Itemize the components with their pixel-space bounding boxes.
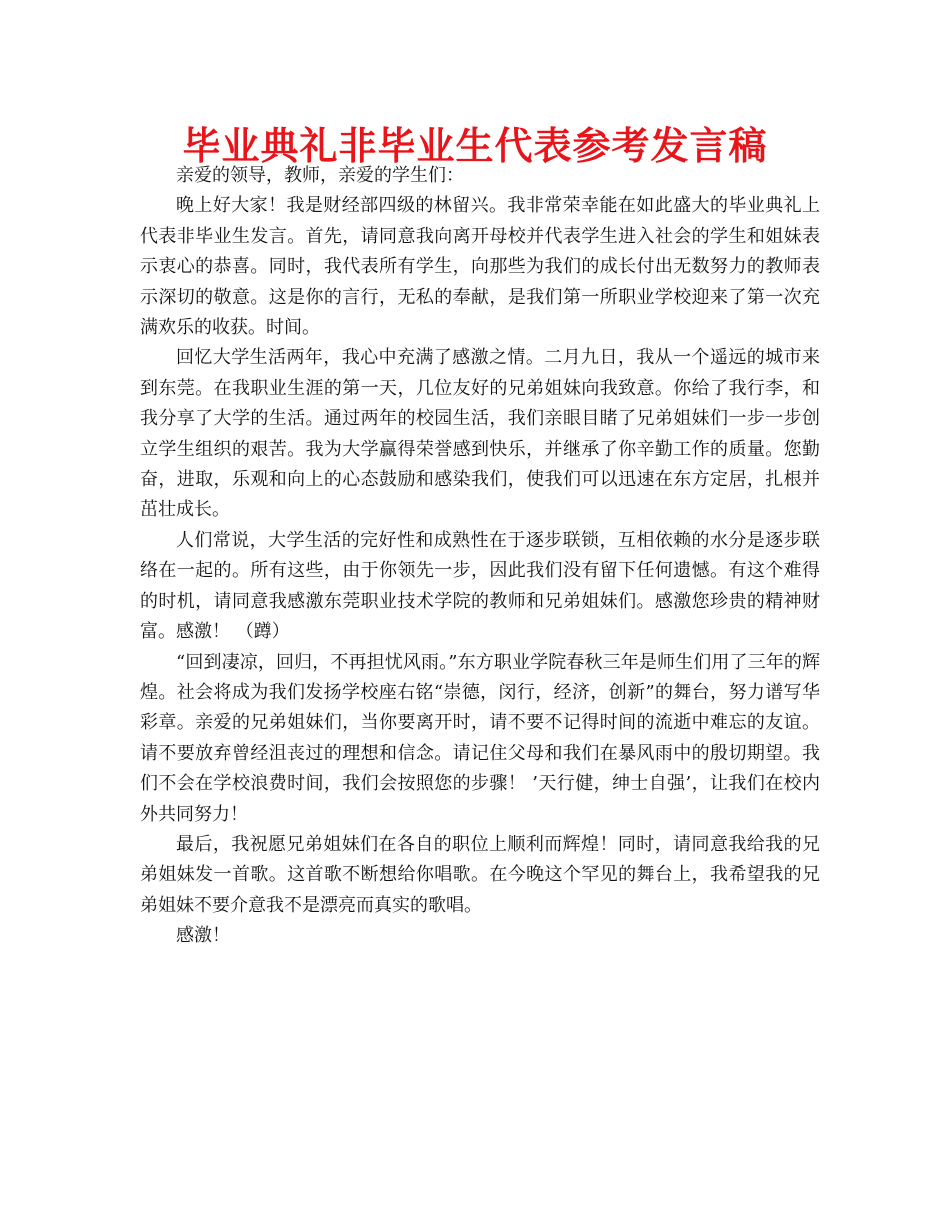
- body-paragraph: 晚上好大家！我是财经部四级的林留兴。我非常荣幸能在如此盛大的毕业典礼上代表非毕业生发言。首先，请同意我向离开母校并代表学生进入社会的学生和姐妹表示衷心的恭喜。同时，我代表所有学生，向那些为我们的成长付出无数努力的教师表示深切的敬意。这是你的言行，无私的奉献，是我们第一所职业学校迎来了第一次充满欢乐的收获。时间。: [140, 195, 820, 339]
- body-paragraph: 人们常说，大学生活的完好性和成熟性在于逐步联锁，互相依赖的水分是逐步联络在一起的。所有这些，由于你领先一步，因此我们没有留下任何遗憾。有这个难得的时机，请同意我感激东莞职业技术学院的教师和兄弟姐妹们。感激您珍贵的精神财富。感激！ （蹲）: [140, 529, 820, 643]
- salutation-paragraph: 亲爱的领导，教师，亲爱的学生们：: [176, 165, 464, 186]
- closing-paragraph: 感激！: [176, 925, 230, 947]
- body-paragraph: 回忆大学生活两年，我心中充满了感激之情。二月九日，我从一个遥远的城市来到东莞。在我职业生涯的第一天，几位友好的兄弟姐妹向我致意。你给了我行李，和我分享了大学的生活。通过两年的校园生活，我们亲眼目睹了兄弟姐妹们一步一步创立学生组织的艰苦。我为大学赢得荣誉感到快乐，并继承了你辛勤工作的质量。您勤奋，进取，乐观和向上的心态鼓励和感染我们，使我们可以迅速在东方定居，扎根并茁壮成长。: [140, 347, 820, 521]
- body-paragraph: “回到凄凉，回归，不再担忧风雨。”东方职业学院春秋三年是师生们用了三年的辉煌。社会将成为我们发扬学校座右铭“崇德，闵行，经济，创新”的舞台，努力谱写华彩章。亲爱的兄弟姐妹们，当你要离开时，请不要不记得时间的流逝中难忘的友谊。请不要放弃曾经沮丧过的理想和信念。请记住父母和我们在暴风雨中的殷切期望。我们不会在学校浪费时间，我们会按照您的步骤！ ’天行健，绅士自强’，让我们在校内外共同努力！: [140, 651, 820, 825]
- body-paragraph: 最后，我祝愿兄弟姐妹们在各自的职位上顺利而辉煌！同时，请同意我给我的兄弟姐妹发一首歌。这首歌不断想给你唱歌。在今晚这个罕见的舞台上，我希望我的兄弟姐妹不要介意我不是漂亮而真实的歌唱。: [140, 833, 820, 916]
- document-body: [140, 161, 820, 952]
- document-title: 毕业典礼非毕业生代表参考发言稿: [182, 124, 768, 168]
